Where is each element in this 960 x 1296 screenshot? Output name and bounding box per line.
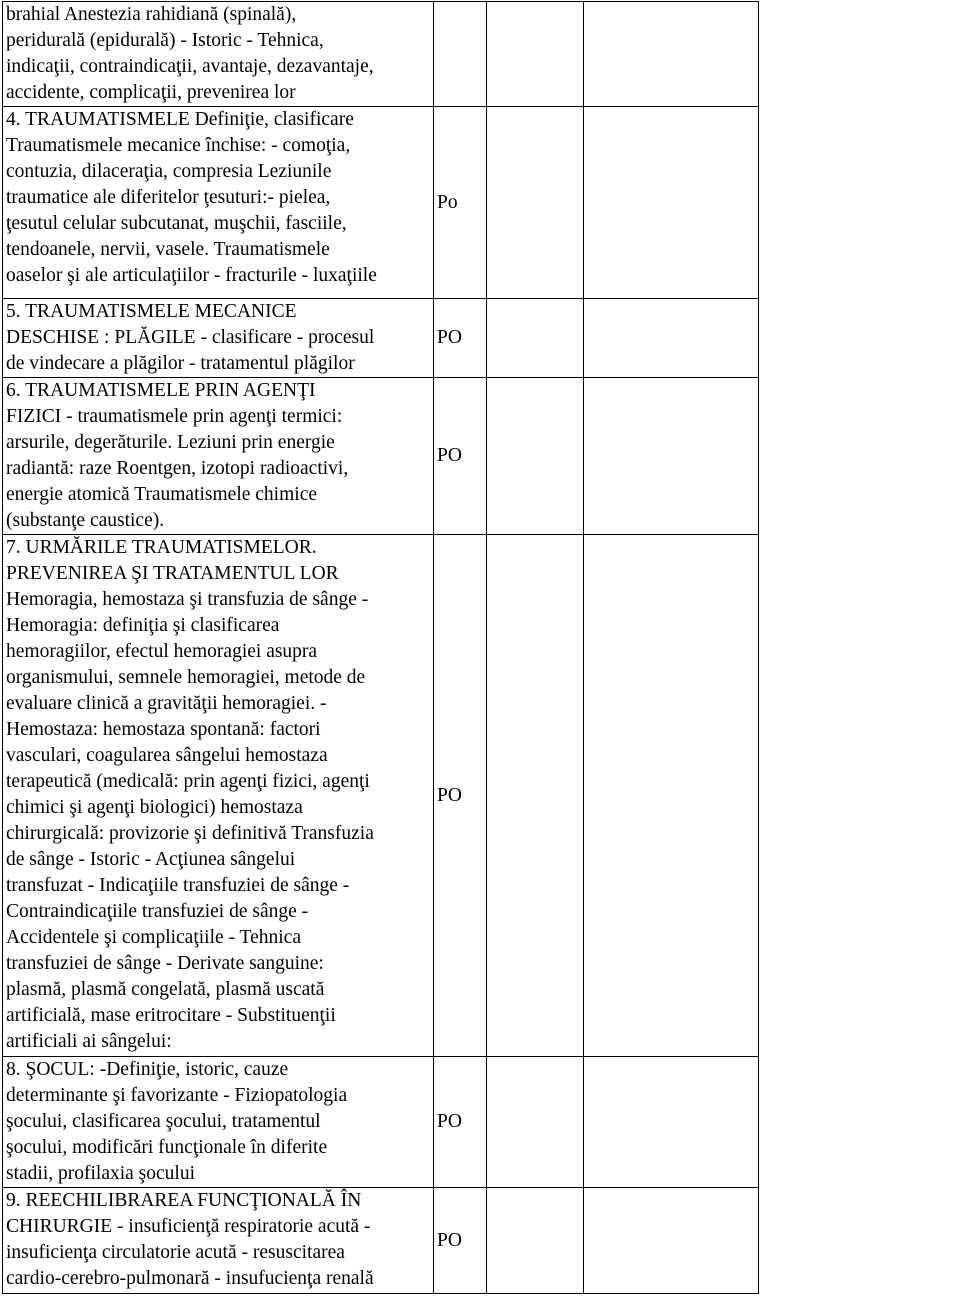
table-row [3, 299, 759, 378]
empty-cell [487, 107, 584, 299]
table-row [3, 378, 759, 535]
topic-cell [3, 2, 434, 107]
topic-cell [3, 299, 434, 378]
syllabus-table [2, 1, 759, 1294]
topic-text: 7. URMĂRILE TRAUMATISMELOR. PREVENIREA ŞI TRATAMENTUL LOR Hemoragia, hemostaza şi transfuzia de sânge - Hemoragia: definiţia şi clasificarea hemoragiilor, efectul hemoragiei asupra organismului, semnele hemoragiei, metode de evaluare clinică a gravităţii hemoragiei. - Hemostaza: hemostaza spontană: factori vasculari, coagularea sângelui hemostaza terapeutică (medicală: prin agenţi fizici, agenţi chimici şi agenţi biologici) hemostaza chirurgicală: provizorie şi definitivă Transfuzia de sânge - Istoric - Acţiunea sângelui transfuzat - Indicaţiile transfuziei de sânge - Contraindicaţiile transfuziei de sânge - Accidentele şi complicaţiile - Tehnica transfuziei de sânge - Derivate sanguine: plasmă, plasmă congelată, plasmă uscată artificială, mase eritrocitare - Substituenţii artificiali ai sângelui: [6, 537, 374, 1052]
form-cell [434, 535, 487, 1057]
empty-cell [584, 2, 759, 107]
empty-cell [584, 1057, 759, 1188]
empty-cell [487, 1188, 584, 1294]
topic-cell [3, 107, 434, 299]
form-cell [434, 299, 487, 378]
topic-text: brahial Anestezia rahidiană (spinală), peridurală (epidurală) - Istoric - Tehnica, indicaţii, contraindicaţii, avantaje, dezavantaje, accidente, complicaţii, prevenirea lor [6, 4, 374, 103]
table-row [3, 1188, 759, 1294]
form-cell [434, 107, 487, 299]
form-cell [434, 378, 487, 535]
table-row [3, 1057, 759, 1188]
empty-cell [584, 535, 759, 1057]
empty-cell [487, 535, 584, 1057]
topic-text: 5. TRAUMATISMELE MECANICE DESCHISE : PLĂGILE - clasificare - procesul de vindecare a plăgilor - tratamentul plăgilor [6, 301, 375, 374]
topic-text: 4. TRAUMATISMELE Definiţie, clasificare Traumatismele mecanice închise: - comoţia, contuzia, dilaceraţia, compresia Leziunile traumatice ale diferitelor ţesuturi:- pielea, ţesutul celular subcutanat, muşchii, fasciile, tendoanele, nervii, vasele. Traumatismele oaselor şi ale articulaţiilor - fracturile - luxaţiile [6, 109, 377, 286]
topic-text: 9. REECHILIBRAREA FUNCŢIONALĂ ÎN CHIRURGIE - insuficienţă respiratorie acută - insuficienţa circulatorie acută - resuscitarea cardio-cerebro-pulmonară - insufucienţa renală [6, 1190, 374, 1289]
topic-cell [3, 378, 434, 535]
empty-cell [584, 107, 759, 299]
form-cell [434, 1057, 487, 1188]
form-cell [434, 2, 487, 107]
topic-cell [3, 1188, 434, 1294]
empty-cell [487, 2, 584, 107]
topic-cell [3, 535, 434, 1057]
form-label: PO [437, 327, 462, 348]
empty-cell [584, 1188, 759, 1294]
form-label: PO [437, 1111, 462, 1132]
table-row [3, 535, 759, 1057]
empty-cell [584, 299, 759, 378]
form-label: PO [437, 784, 462, 806]
syllabus-table-body [3, 2, 759, 1294]
topic-text: 8. ŞOCUL: -Definiţie, istoric, cauze determinante şi favorizante - Fiziopatologia şocului, clasificarea şocului, tratamentul şocului, modificări funcţionale în diferite stadii, profilaxia şocului [6, 1059, 348, 1184]
form-label: Po [437, 191, 458, 213]
table-row [3, 107, 759, 299]
table-row [3, 2, 759, 107]
form-label: PO [437, 1229, 462, 1251]
empty-cell [487, 299, 584, 378]
form-cell [434, 1188, 487, 1294]
topic-text: 6. TRAUMATISMELE PRIN AGENŢI FIZICI - traumatismele prin agenţi termici: arsurile, degerăturile. Leziuni prin energie radiantă: raze Roentgen, izotopi radioactivi, energie atomică Traumatismele chimice (substanţe caustice). [6, 380, 349, 531]
empty-cell [584, 378, 759, 535]
topic-cell [3, 1057, 434, 1188]
empty-cell [487, 378, 584, 535]
form-label: PO [437, 445, 462, 466]
empty-cell [487, 1057, 584, 1188]
